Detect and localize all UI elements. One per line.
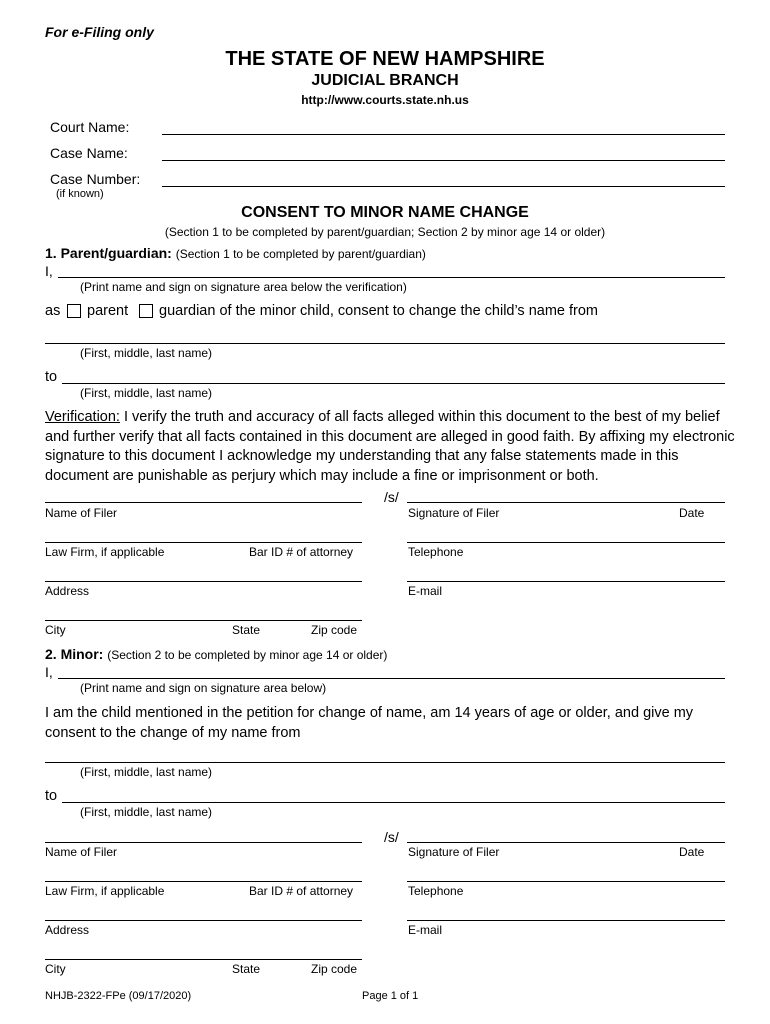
verification-text: I verify the truth and accuracy of all facts alleged within this document to the best of my belief and further verify that all facts contained in this document are alleged in good faith. By affixing my electronic signature to this document I acknowledge my understanding that any false statements made in this document are punishable as perjury which may include a fine or imprisonment or both.	[45, 409, 735, 484]
section1-title: Parent/guardian:	[60, 245, 172, 261]
telephone-field-1[interactable]	[407, 542, 725, 543]
address-field-2[interactable]	[45, 920, 362, 921]
section2-name-field[interactable]	[58, 678, 725, 679]
section1-from-name-field[interactable]	[45, 343, 725, 344]
section2-to-label: to	[45, 788, 58, 804]
state-title: THE STATE OF NEW HAMPSHIRE	[225, 48, 545, 70]
form-title: CONSENT TO MINOR NAME CHANGE	[241, 204, 529, 221]
section1-from-hint: (First, middle, last name)	[80, 346, 213, 360]
email-field-2[interactable]	[407, 920, 725, 921]
bar-id-label-1: Bar ID # of attorney	[249, 545, 354, 559]
city-state-zip-field-2[interactable]	[45, 959, 362, 960]
section2-print-hint: (Print name and sign on signature area below)	[80, 681, 327, 695]
section1-print-hint: (Print name and sign on signature area below the verification)	[80, 280, 407, 294]
section2-heading	[45, 646, 387, 662]
name-of-filer-label-1: Name of Filer	[45, 506, 118, 520]
signature-field-1[interactable]	[407, 502, 725, 503]
city-state-zip-field-1[interactable]	[45, 620, 362, 621]
section2-i-label: I,	[45, 664, 53, 680]
signature-of-filer-label-2: Signature of Filer	[408, 845, 500, 859]
efiling-note: For e-Filing only	[45, 24, 154, 40]
telephone-label-2: Telephone	[408, 884, 464, 898]
address-label-1: Address	[45, 584, 90, 598]
bar-id-label-2: Bar ID # of attorney	[249, 884, 354, 898]
date-label-2: Date	[679, 845, 705, 859]
signature-field-2[interactable]	[407, 842, 725, 843]
city-label-2: City	[45, 962, 66, 976]
section2-to-hint: (First, middle, last name)	[80, 805, 213, 819]
section1-to-label: to	[45, 369, 58, 385]
section1-to-hint: (First, middle, last name)	[80, 386, 213, 400]
zip-label-1: Zip code	[311, 623, 358, 637]
state-label-1: State	[232, 623, 261, 637]
section2-from-name-field[interactable]	[45, 762, 725, 763]
email-field-1[interactable]	[407, 581, 725, 582]
email-label-1: E-mail	[408, 584, 443, 598]
name-of-filer-label-2: Name of Filer	[45, 845, 118, 859]
case-name-label: Case Name:	[50, 145, 128, 161]
email-label-2: E-mail	[408, 923, 443, 937]
section2-number: 2.	[45, 646, 57, 662]
section1-to-name-field[interactable]	[62, 383, 725, 384]
address-label-2: Address	[45, 923, 90, 937]
parent-checkbox[interactable]	[67, 304, 81, 318]
zip-label-2: Zip code	[311, 962, 358, 976]
law-firm-field-2[interactable]	[45, 881, 362, 882]
if-known-note: (if known)	[56, 188, 104, 200]
section2-from-hint: (First, middle, last name)	[80, 765, 213, 779]
verification-label: Verification:	[45, 409, 120, 425]
slash-s-1: /s/	[384, 489, 399, 505]
city-label-1: City	[45, 623, 66, 637]
guardian-checkbox[interactable]	[139, 304, 153, 318]
section1-note: (Section 1 to be completed by parent/guardian)	[175, 247, 426, 261]
court-url[interactable]: http://www.courts.state.nh.us	[301, 93, 469, 107]
as-label: as	[45, 303, 61, 319]
section1-name-field[interactable]	[58, 277, 725, 278]
court-name-field[interactable]	[162, 134, 725, 135]
case-name-field[interactable]	[162, 160, 725, 161]
parent-label: parent	[87, 303, 129, 319]
form-id: NHJB-2322-FPe (09/17/2020)	[45, 990, 192, 1002]
section2-title: Minor:	[60, 646, 104, 662]
name-of-filer-field-1[interactable]	[45, 502, 362, 503]
court-name-label: Court Name:	[50, 119, 130, 135]
branch-title: JUDICIAL BRANCH	[311, 72, 459, 89]
telephone-label-1: Telephone	[408, 545, 464, 559]
section2-to-name-field[interactable]	[62, 802, 725, 803]
section1-i-label: I,	[45, 263, 53, 279]
verification-paragraph	[45, 408, 735, 486]
law-firm-field-1[interactable]	[45, 542, 362, 543]
case-number-label: Case Number:	[50, 171, 141, 187]
section2-consent-text: I am the child mentioned in the petition for change of name, am 14 years of age or older, and give my consent to the change of my name from	[45, 705, 694, 741]
section2-note: (Section 2 to be completed by minor age 14 or older)	[107, 648, 388, 662]
address-field-1[interactable]	[45, 581, 362, 582]
date-label-1: Date	[679, 506, 705, 520]
state-label-2: State	[232, 962, 261, 976]
slash-s-2: /s/	[384, 829, 399, 845]
section1-heading	[45, 245, 426, 261]
telephone-field-2[interactable]	[407, 881, 725, 882]
case-number-field[interactable]	[162, 186, 725, 187]
section1-number: 1.	[45, 245, 57, 261]
signature-of-filer-label-1: Signature of Filer	[408, 506, 500, 520]
page-number: Page 1 of 1	[362, 990, 419, 1002]
law-firm-label-2: Law Firm, if applicable	[45, 884, 165, 898]
law-firm-label-1: Law Firm, if applicable	[45, 545, 165, 559]
name-of-filer-field-2[interactable]	[45, 842, 362, 843]
form-subtitle: (Section 1 to be completed by parent/guardian; Section 2 by minor age 14 or older)	[164, 225, 606, 239]
guardian-consent-text: guardian of the minor child, consent to change the child’s name from	[159, 303, 599, 319]
